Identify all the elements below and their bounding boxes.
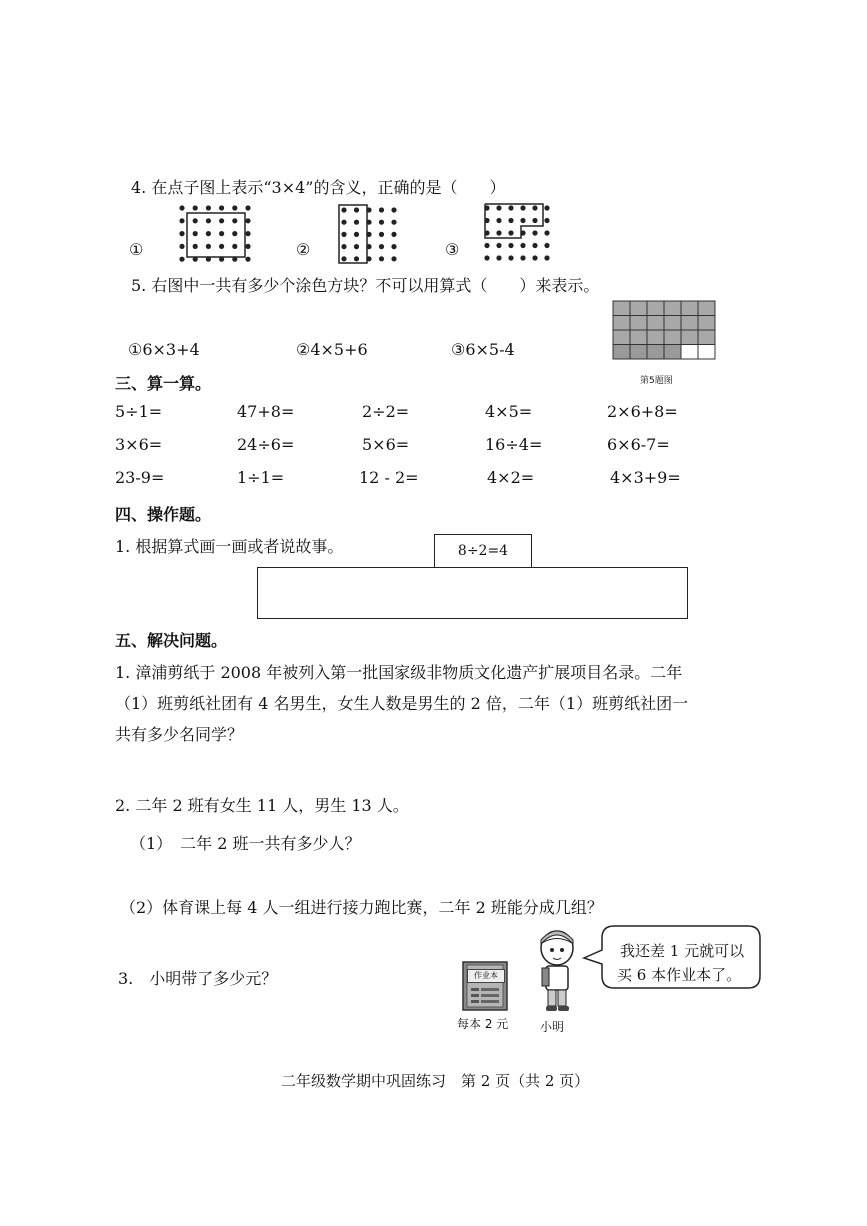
calc-item: 1÷1= xyxy=(237,468,285,487)
workbook-icon xyxy=(459,960,511,1012)
grid-cell xyxy=(613,345,630,360)
dot xyxy=(366,244,371,249)
workbook-cover-label: 作业本 xyxy=(467,969,505,983)
dot xyxy=(379,256,384,261)
dot xyxy=(508,243,513,248)
dot xyxy=(520,255,525,260)
dot xyxy=(206,257,211,262)
dot xyxy=(341,256,346,261)
dot xyxy=(508,205,513,210)
dot xyxy=(484,218,489,223)
q5-shaded-grid-figure xyxy=(611,299,721,361)
q5-option-2: ②4×5+6 xyxy=(296,340,368,359)
dot xyxy=(179,231,184,236)
q4-option-3-label: ③ xyxy=(445,240,460,259)
dot xyxy=(341,220,346,225)
dot xyxy=(193,205,198,210)
grid-cell xyxy=(630,345,647,360)
grid-cell xyxy=(681,345,698,360)
dot xyxy=(245,257,250,262)
dot xyxy=(245,231,250,236)
grid-cell xyxy=(630,301,647,316)
boy-name-label: 小明 xyxy=(540,1020,565,1034)
dot xyxy=(206,244,211,249)
dot xyxy=(193,257,198,262)
grid-cell xyxy=(681,301,698,316)
dot xyxy=(391,207,396,212)
dot xyxy=(496,255,501,260)
calc-item: 4×2= xyxy=(487,468,535,487)
dot xyxy=(391,256,396,261)
dot xyxy=(532,255,537,260)
formula-text: 8÷2=4 xyxy=(457,543,509,559)
dot xyxy=(354,244,359,249)
calc-item: 24÷6= xyxy=(237,435,295,454)
dot xyxy=(193,244,198,249)
section4-title: 四、操作题。 xyxy=(115,505,212,524)
problem-1-line-2: （1）班剪纸社团有 4 名男生，女生人数是男生的 2 倍，二年（1）班剪纸社团一 xyxy=(115,694,689,713)
dot xyxy=(354,207,359,212)
dot xyxy=(179,205,184,210)
page-footer: 二年级数学期中巩固练习 第 2 页（共 2 页） xyxy=(281,1072,590,1090)
problem-2-part-2: （2）体育课上每 4 人一组进行接力跑比赛，二年 2 班能分成几组？ xyxy=(120,898,603,917)
section5-title: 五、解决问题。 xyxy=(115,631,228,650)
dot xyxy=(391,232,396,237)
q4-text: 4. 在点子图上表示“3×4”的含义，正确的是（ ） xyxy=(131,178,506,197)
grid-cell xyxy=(647,316,664,331)
q5-figure-caption: 第5题图 xyxy=(640,376,673,386)
dot xyxy=(245,205,250,210)
grid-cell xyxy=(698,345,715,360)
dot xyxy=(206,231,211,236)
calc-item: 3×6= xyxy=(115,435,163,454)
dot xyxy=(341,207,346,212)
dot xyxy=(532,243,537,248)
dot xyxy=(544,255,549,260)
dot xyxy=(544,218,549,223)
q5-option-1: ①6×3+4 xyxy=(128,340,200,359)
dot xyxy=(496,243,501,248)
dot xyxy=(193,231,198,236)
calc-item: 6×6-7= xyxy=(607,435,670,454)
dot xyxy=(532,205,537,210)
dot xyxy=(484,255,489,260)
section4-question-1: 1. 根据算式画一画或者说故事。 xyxy=(115,537,344,556)
grid-cell xyxy=(681,316,698,331)
dot xyxy=(341,244,346,249)
dot xyxy=(193,218,198,223)
dot xyxy=(508,230,513,235)
price-label: 每本 2 元 xyxy=(457,1017,509,1031)
calc-item: 12 - 2= xyxy=(359,468,419,487)
section3-title: 三、算一算。 xyxy=(115,374,212,393)
grid-cell xyxy=(613,301,630,316)
grid-cell xyxy=(630,330,647,345)
xiaoming-boy-icon xyxy=(533,928,583,1014)
grid-cell xyxy=(647,301,664,316)
dot xyxy=(232,231,237,236)
dot xyxy=(484,243,489,248)
workbook-image xyxy=(459,960,511,1012)
q4-dot-figure-3 xyxy=(481,198,553,268)
calc-item: 23-9= xyxy=(115,468,165,487)
grid-cell xyxy=(647,330,664,345)
dot xyxy=(341,232,346,237)
problem-1-line-3: 共有多少名同学？ xyxy=(115,725,244,744)
dot xyxy=(354,256,359,261)
speech-line-1: 我还差 1 元就可以 xyxy=(620,942,745,960)
speech-line-2: 买 6 本作业本了。 xyxy=(617,966,742,984)
q5-text: 5. 右图中一共有多少个涂色方块？不可以用算式（ ）来表示。 xyxy=(131,276,600,295)
dot xyxy=(232,257,237,262)
dot xyxy=(379,220,384,225)
dot xyxy=(496,230,501,235)
problem-1-line-1: 1. 漳浦剪纸于 2008 年被列入第一批国家级非物质文化遗产扩展项目名录。二年 xyxy=(115,663,683,682)
dot xyxy=(532,230,537,235)
calc-item: 4×3+9= xyxy=(610,468,681,487)
grid-cell xyxy=(698,330,715,345)
dot xyxy=(219,218,224,223)
dot xyxy=(520,230,525,235)
dot xyxy=(520,218,525,223)
dot xyxy=(496,205,501,210)
dot xyxy=(484,205,489,210)
dot xyxy=(219,244,224,249)
dot xyxy=(391,220,396,225)
dot xyxy=(366,220,371,225)
dot xyxy=(379,232,384,237)
formula-box xyxy=(434,534,532,570)
dot xyxy=(496,218,501,223)
dot xyxy=(366,256,371,261)
dot xyxy=(179,257,184,262)
dot xyxy=(206,205,211,210)
dot xyxy=(179,244,184,249)
dot xyxy=(219,231,224,236)
calc-item: 2÷2= xyxy=(362,402,410,421)
grid-cell xyxy=(698,316,715,331)
calc-item: 4×5= xyxy=(485,402,533,421)
dot xyxy=(245,218,250,223)
problem-2: 2. 二年 2 班有女生 11 人，男生 13 人。 xyxy=(115,796,409,815)
dot xyxy=(354,232,359,237)
grid-cell xyxy=(698,301,715,316)
grid-cell xyxy=(664,345,681,360)
dot xyxy=(232,218,237,223)
problem-2-part-1: （1） 二年 2 班一共有多少人？ xyxy=(130,834,361,853)
dot xyxy=(484,230,489,235)
calc-item: 2×6+8= xyxy=(607,402,678,421)
dot xyxy=(391,244,396,249)
problem-3: 3. 小明带了多少元？ xyxy=(118,969,278,988)
grid-cell xyxy=(613,330,630,345)
dot xyxy=(245,244,250,249)
q4-dot-figure-2 xyxy=(334,200,408,268)
dot xyxy=(532,218,537,223)
q5-option-3: ③6×5-4 xyxy=(451,340,515,359)
dot xyxy=(544,205,549,210)
dot xyxy=(179,218,184,223)
grid-cell xyxy=(664,316,681,331)
q4-option-2-label: ② xyxy=(296,240,311,259)
dot xyxy=(219,257,224,262)
dot xyxy=(232,205,237,210)
q4-option-1-label: ① xyxy=(129,240,144,259)
calc-item: 5÷1= xyxy=(115,402,163,421)
q4-dot-figure-1 xyxy=(174,203,252,265)
calc-item: 47+8= xyxy=(237,402,295,421)
grid-cell xyxy=(630,316,647,331)
grid-cell xyxy=(647,345,664,360)
dot xyxy=(508,218,513,223)
dot xyxy=(520,205,525,210)
dot xyxy=(544,230,549,235)
dot xyxy=(508,255,513,260)
grid-cell xyxy=(613,316,630,331)
calc-item: 5×6= xyxy=(362,435,410,454)
grid-cell xyxy=(664,330,681,345)
drawing-answer-box[interactable] xyxy=(257,567,688,619)
dot xyxy=(219,205,224,210)
dot xyxy=(544,243,549,248)
dot xyxy=(366,232,371,237)
dot xyxy=(206,218,211,223)
dot xyxy=(379,244,384,249)
grid-cell xyxy=(681,330,698,345)
dot xyxy=(379,207,384,212)
dot xyxy=(232,244,237,249)
dot xyxy=(520,243,525,248)
dot xyxy=(354,220,359,225)
grid-cell xyxy=(664,301,681,316)
dot xyxy=(366,207,371,212)
calc-item: 16÷4= xyxy=(485,435,543,454)
